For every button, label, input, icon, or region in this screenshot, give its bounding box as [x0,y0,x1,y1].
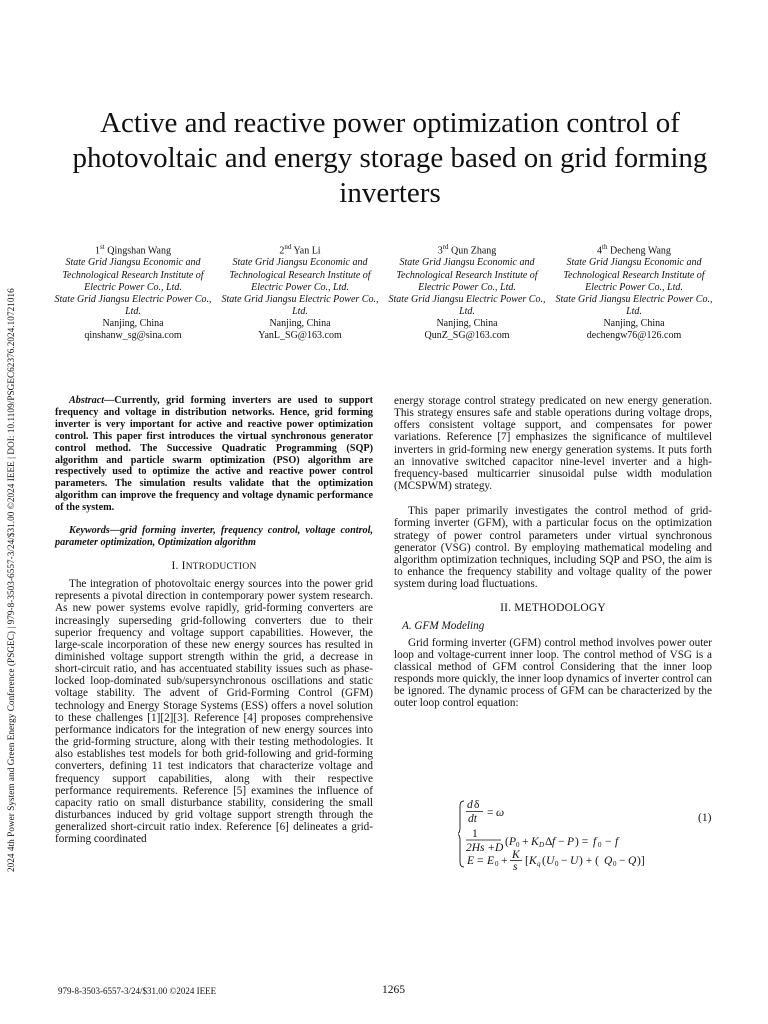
svg-text:P: P [567,836,575,848]
abstract-text: Currently, grid forming inverters are used to support frequency and voltage in distribution networks. Hence, grid forming inverter is very important for active and reactive power optimization control. This paper first introduces the virtual synchronous generator control method. The Successive Quadratic Programming (SQP) algorithm and particle swarm optimization (PSO) algorithm are respectively used to optimize the active and reactive power control parameters. The simulation results validate that the optimization algorithm can improve the frequency and voltage dynamic performance of the system. [55,395,373,514]
author-ordinal: 4 [597,245,603,257]
author-email: YanL_SG@163.com [258,329,342,341]
svg-text:d: d [467,799,473,811]
section-title-initial: I [181,559,186,572]
svg-text:U: U [570,855,579,867]
svg-text:2Hs: 2Hs [466,842,485,854]
svg-text:K: K [512,849,520,861]
svg-text:P: P [509,836,517,848]
svg-text:U: U [546,855,555,867]
svg-text:Q: Q [604,855,613,867]
abstract [55,395,373,514]
author-city: Nanjing, China [603,317,665,329]
svg-text:0: 0 [598,841,602,849]
svg-text:Δ: Δ [545,836,553,848]
author-name: Qingshan Wang [104,245,171,257]
svg-text:0: 0 [555,860,559,868]
author-block [50,241,730,351]
svg-text:+: + [501,855,508,867]
svg-text:dt: dt [468,813,477,825]
svg-text:s: s [513,861,518,870]
author-ordinal-suffix: st [100,243,105,251]
author-name: Decheng Wang [607,245,671,257]
author-3 [384,241,550,342]
svg-text:K: K [531,836,539,848]
svg-text:K: K [529,855,537,867]
svg-text:=: = [477,855,484,867]
author-ordinal: 1 [95,245,101,257]
author-city: Nanjing, China [436,317,498,329]
author-city: Nanjing, China [102,317,164,329]
author-ordinal: 2 [279,245,285,257]
author-email: QunZ_SG@163.com [424,329,510,341]
body-paragraph-2: This paper primarily investigates the control method of grid-forming inverter (GFM), with a particular focus on the optimization strategy of power control parameters under virtual synchronous generator (VSG) control. By employing mathematical modeling and algorithm optimization techniques, including SQP and PSO, the aim is to enhance the frequency stability and voltage quality of the power system during load fluctuations. [394,505,712,591]
svg-text:0: 0 [516,841,520,849]
author-affiliation: State Grid Jiangsu Economic and Technological Research Institute of Electric Power Co., Ltd. [563,257,705,293]
keywords-text: grid forming inverter, frequency control, voltage control, parameter optimization, Optimization algorithm [55,525,373,548]
author-name: Qun Zhang [448,245,497,257]
author-1 [50,241,216,342]
author-affiliation-2: State Grid Jiangsu Electric Power Co., Ltd. [555,293,713,317]
author-ordinal-suffix: rd [442,243,449,251]
gfm-paragraph: Grid forming inverter (GFM) control method involves power outer loop and voltage-current inner loop. The control method of VSG is a classical method of GFM control Considering that the inner loop responds more quickly, the inner loop dynamics of inverter control can be ignored. The dynamic process of GFM can be characterized by the outer loop control equation: [394,636,712,710]
section-title-rest: NTRODUCTION [185,561,257,572]
svg-text:−: − [605,836,612,848]
body-paragraph: energy storage control strategy predicated on new energy generation. This strategy ensures safe and stable operations during voltage drops, offers consistent voltage support, and compensates for power variations. Reference [7] emphasizes the significance of multilevel inverters in grid-forming new energy generation systems. It puts forth an innovative switched capacitor nine-level inverter and a high-frequency-based multicarrier sinusoidal pulse width modulation (MCSPWM) strategy. [394,395,712,493]
svg-text:E: E [467,855,475,867]
svg-text:f: f [593,836,597,848]
author-email: dechengw76@126.com [586,329,682,341]
keywords [55,525,373,549]
svg-text:+: + [488,842,495,854]
abstract-label: Abstract— [69,395,115,406]
svg-text:−: − [561,855,568,867]
author-affiliation-2: State Grid Jiangsu Electric Power Co., Ltd. [54,293,212,317]
author-name: Yan Li [291,245,321,257]
svg-text:+: + [522,836,529,848]
left-column [55,395,373,845]
right-column [394,395,712,710]
svg-text:Q: Q [628,855,637,867]
section-numeral: II. [500,602,512,615]
subsection-heading: A. GFM Modeling [402,619,485,632]
page-number: 1265 [382,984,405,996]
keywords-label: Keywords— [69,525,120,537]
svg-text:δ: δ [474,799,480,811]
author-email: qinshanw_sg@sina.com [84,329,182,341]
author-affiliation: State Grid Jiangsu Economic and Technological Research Institute of Electric Power Co., Ltd. [396,257,538,293]
equation-number: (1) [698,812,712,824]
author-2 [217,241,383,342]
section-heading-methodology [394,602,712,614]
author-city: Nanjing, China [269,317,331,329]
section-heading-introduction [55,560,373,573]
author-ordinal: 3 [437,245,443,257]
section-title: METHODOLOGY [514,602,606,615]
svg-text:E: E [487,855,495,867]
svg-text:f: f [552,836,556,848]
svg-text:D: D [539,841,545,849]
author-affiliation-2: State Grid Jiangsu Electric Power Co., Ltd. [221,293,379,317]
author-affiliation: State Grid Jiangsu Economic and Technological Research Institute of Electric Power Co., Ltd. [62,257,204,293]
intro-paragraph: The integration of photovoltaic energy sources into the power grid represents a pivotal direction in contemporary power system research. As new power systems evolve rapidly, grid-forming converters are increasingly superseding grid-following converters due to their superior frequency and voltage support capabilities. However, the large-scale incorporation of these new energy sources has resulted in diminished voltage support strength within the grid, a decrease in short-circuit ratio, and has accentuated stability issues such as phase-locked loop-dominated sub/supersynchronous oscillations and static voltage stability. The advent of Grid-Forming Control (GFM) technology and Energy Storage Systems (ESS) offers a novel solution to these challenges [1][2][3]. Reference [4] proposes comprehensive performance indicators for the integration of new energy sources into the grid-forming structure, along with their testing methodologies. It also establishes test models for both grid-following and grid-forming converters, defining 11 test indicators that characterize voltage and frequency support capabilities, along with their respective performance requirements. Reference [5] examines the influence of capacity ratio on small disturbance stability, considering the small disturbances induced by grid voltage support strength through the generalized short-circuit ratio index. Reference [6] delineates a grid-forming coordinated [55,578,373,846]
svg-text:[: [ [525,855,529,867]
paper-title: Active and reactive power optimization control of photovoltaic and energy storage based on grid forming inverters [72,107,708,209]
svg-text:(: ( [542,855,546,867]
author-4 [551,241,717,342]
svg-text:) + (: ) + ( [579,855,599,867]
svg-text:(: ( [505,836,509,848]
svg-text:q: q [537,860,541,868]
svg-text:) =: ) = [575,836,589,848]
svg-text:0: 0 [613,860,617,868]
footer-isbn: 979-8-3503-6557-3/24/$31.00 ©2024 IEEE [58,986,217,996]
svg-text:ω: ω [496,807,505,819]
author-affiliation: State Grid Jiangsu Economic and Technological Research Institute of Electric Power Co., Ltd. [229,257,371,293]
author-ordinal-suffix: nd [284,243,292,251]
author-affiliation-2: State Grid Jiangsu Electric Power Co., Ltd. [388,293,546,317]
svg-text:D: D [495,842,504,854]
svg-text:=: = [487,807,494,819]
author-ordinal-suffix: th [602,243,608,251]
svg-text:0: 0 [495,860,499,868]
svg-text:−: − [558,836,565,848]
svg-text:1: 1 [472,828,478,840]
svg-text:−: − [619,855,626,867]
doi-sidebar: 2024 4th Power System and Green Energy Conference (PSGEC) | 979-8-3503-6557-3/24/$31.00 ©2024 IEEE | DOI: 10.1109/PSGEC62376.2024.10721016 [6,288,16,872]
svg-text:f: f [615,836,619,848]
svg-text:)]: )] [637,855,645,867]
section-numeral: I. [171,559,179,572]
equation-1 [458,798,718,870]
